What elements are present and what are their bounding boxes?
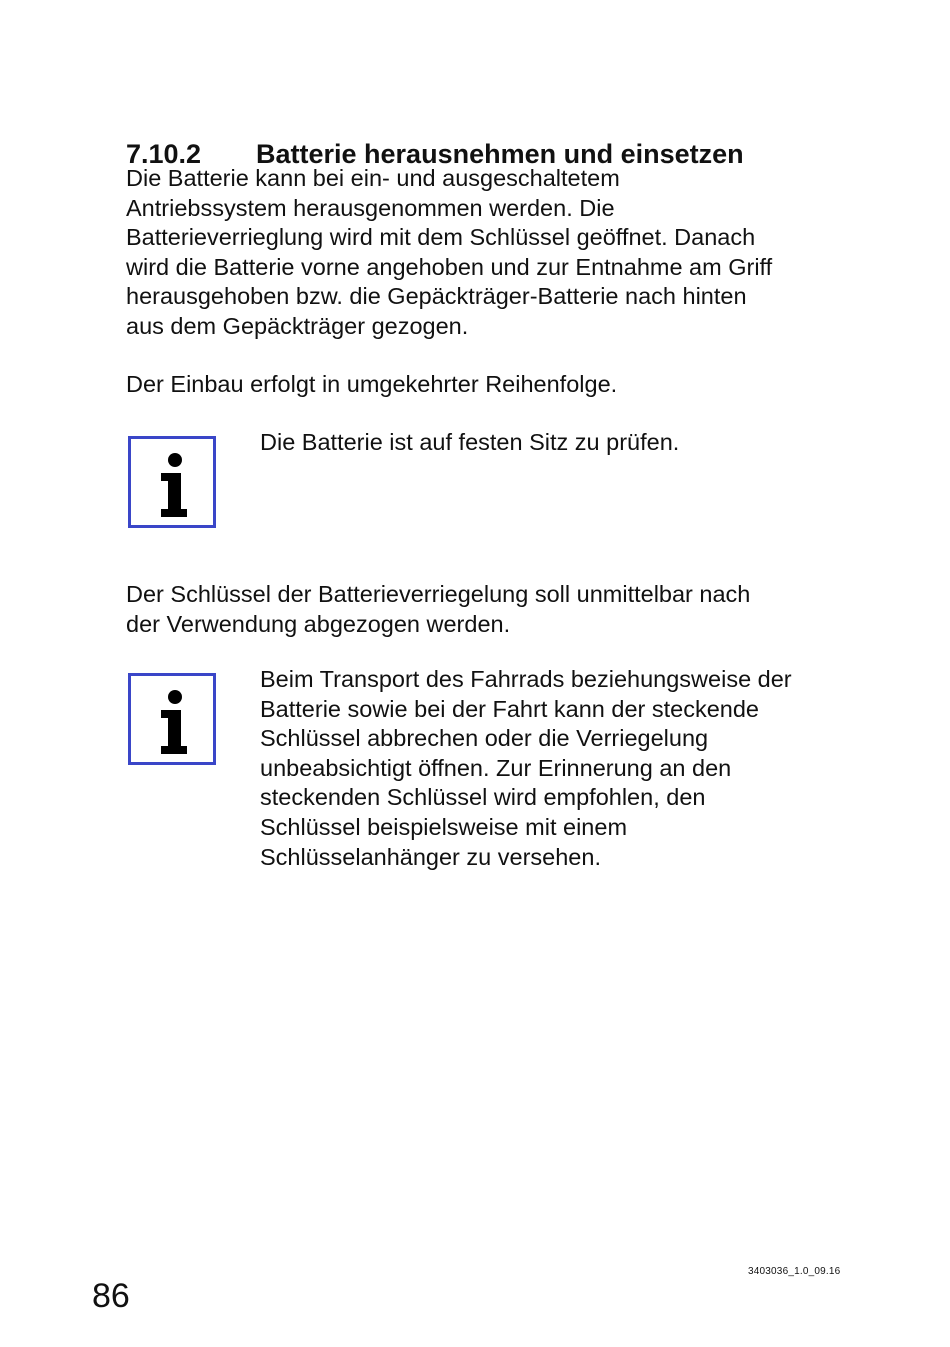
text-line: Die Batterie ist auf festen Sitz zu prüfen.: [260, 429, 680, 455]
info-icon: [128, 673, 216, 765]
paragraph-removal: [126, 164, 856, 342]
text-line: Der Einbau erfolgt in umgekehrter Reihenfolge.: [126, 371, 618, 397]
info-glyph-icon: [131, 676, 213, 762]
text-line: Batterieverrieglung wird mit dem Schlüssel geöffnet. Danach: [126, 224, 756, 251]
text-line: Schlüssel abbrechen oder die Verriegelung: [260, 725, 709, 752]
document-code: 3403036_1.0_09.16: [748, 1266, 841, 1277]
text-line: steckenden Schlüssel wird empfohlen, den: [260, 784, 706, 811]
text-line: Schlüssel beispielsweise mit einem: [260, 813, 628, 840]
info-icon: [128, 436, 216, 528]
text-line: wird die Batterie vorne angehoben und zur Entnahme am Griff: [126, 253, 773, 280]
note-text-transport: [260, 665, 860, 872]
text-line: Beim Transport des Fahrrads beziehungsweise der: [260, 666, 792, 692]
text-line: Die Batterie kann bei ein- und ausgeschaltetem: [126, 165, 620, 191]
page-number: 86: [92, 1277, 130, 1315]
paragraph-installation: [126, 370, 856, 400]
text-line: Schlüsselanhänger zu versehen.: [260, 843, 601, 870]
text-line: der Verwendung abgezogen werden.: [126, 610, 511, 637]
text-line: unbeabsichtigt öffnen. Zur Erinnerung an den: [260, 754, 732, 781]
note-text-secure-fit: [260, 428, 860, 458]
text-line: Batterie sowie bei der Fahrt kann der steckende: [260, 695, 759, 722]
text-line: Antriebssystem herausgenommen werden. Die: [126, 194, 615, 221]
paragraph-key-removal: [126, 580, 856, 639]
text-line: Der Schlüssel der Batterieverriegelung soll unmittelbar nach: [126, 581, 751, 607]
info-glyph-icon: [131, 439, 213, 525]
section-number: 7.10.2: [126, 139, 202, 170]
text-line: herausgehoben bzw. die Gepäckträger-Batterie nach hinten: [126, 283, 747, 310]
section-title: Batterie herausnehmen und einsetzen: [256, 139, 744, 170]
text-line: aus dem Gepäckträger gezogen.: [126, 312, 469, 339]
